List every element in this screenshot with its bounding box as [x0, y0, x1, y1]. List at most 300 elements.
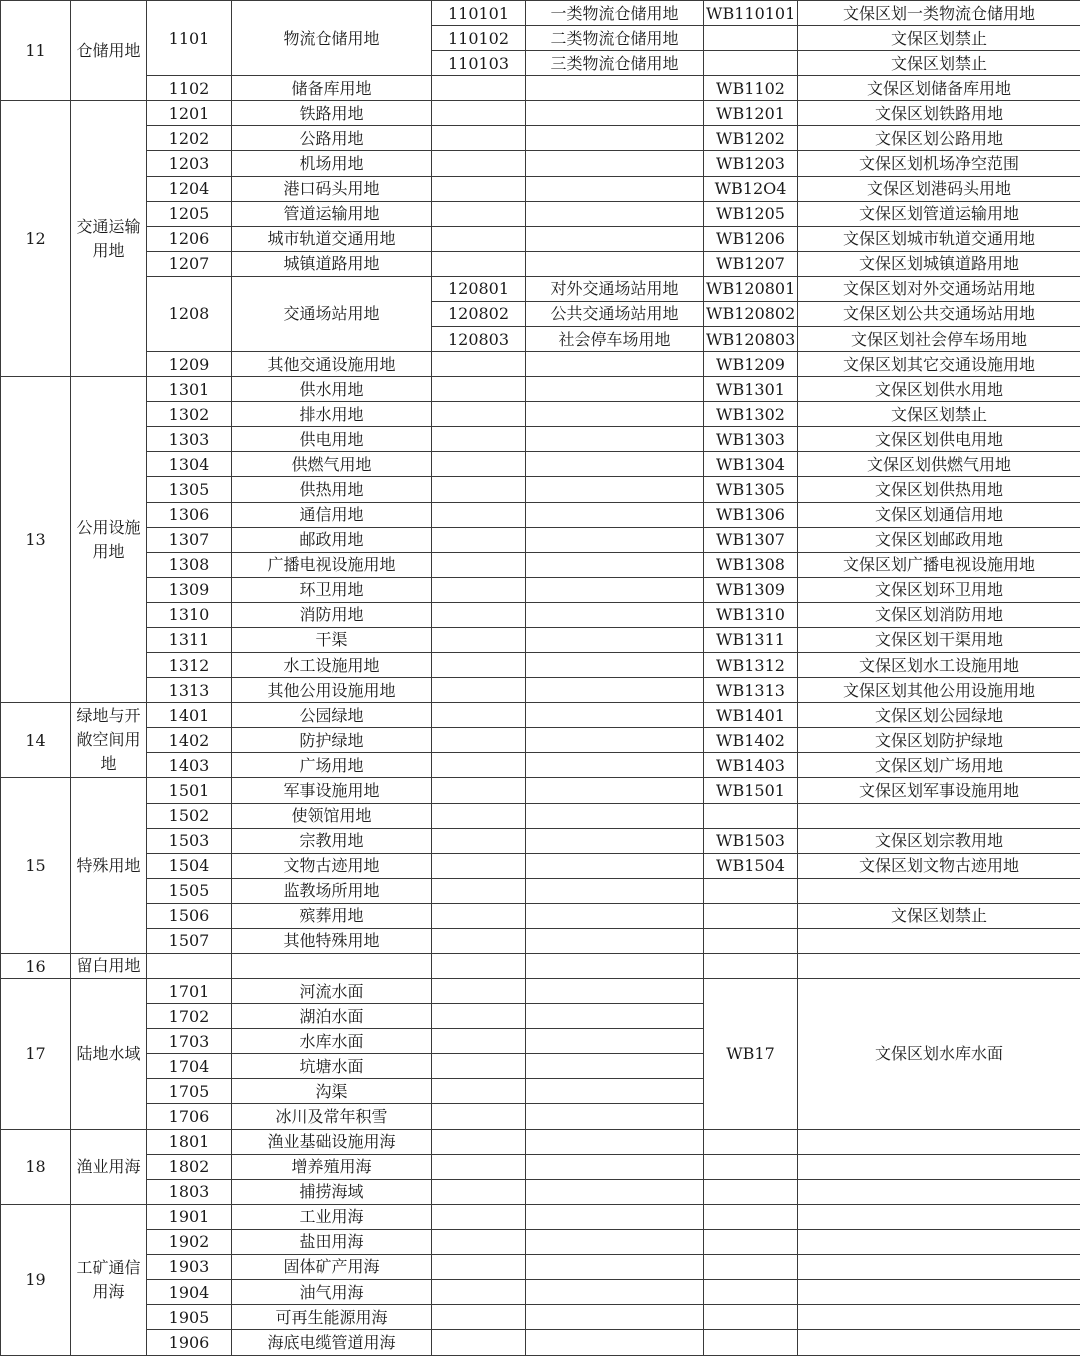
third-level-code: 110103 [432, 51, 526, 76]
wb-code: WB1504 [704, 853, 798, 878]
third-level-code [432, 201, 526, 226]
protection-rule [798, 1254, 1080, 1279]
group-number: 18 [1, 1129, 71, 1204]
third-level-code [432, 352, 526, 377]
third-level-name [526, 778, 704, 803]
third-level-name [526, 1254, 704, 1279]
third-level-code [432, 678, 526, 703]
second-level-code: 1506 [147, 903, 232, 928]
third-level-code: 110101 [432, 1, 526, 26]
wb-code [704, 878, 798, 903]
table-row [1, 151, 1080, 176]
wb-code: WB1503 [704, 828, 798, 853]
third-level-name [526, 753, 704, 778]
third-level-code [432, 126, 526, 151]
group-name: 陆地水域 [71, 979, 147, 1129]
group-number: 12 [1, 101, 71, 377]
group-number: 16 [1, 953, 71, 978]
third-level-code [432, 151, 526, 176]
third-level-name [526, 903, 704, 928]
third-level-name [526, 627, 704, 652]
table-row [1, 352, 1080, 377]
second-level-name: 铁路用地 [232, 101, 432, 126]
third-level-name [526, 1179, 704, 1204]
second-level-name: 通信用地 [232, 502, 432, 527]
table-row [1, 678, 1080, 703]
table-row [1, 76, 1080, 101]
third-level-name [526, 878, 704, 903]
wb-code [704, 1305, 798, 1330]
second-level-name: 固体矿产用海 [232, 1254, 432, 1279]
second-level-name: 海底电缆管道用海 [232, 1330, 432, 1356]
second-level-code: 1201 [147, 101, 232, 126]
second-level-name: 增养殖用海 [232, 1154, 432, 1179]
table-row [1, 452, 1080, 477]
protection-rule: 文保区划邮政用地 [798, 527, 1080, 552]
second-level-code: 1205 [147, 201, 232, 226]
third-level-name: 对外交通场站用地 [526, 276, 704, 301]
wb-code [704, 903, 798, 928]
protection-rule: 文保区划供电用地 [798, 427, 1080, 452]
table-row [1, 627, 1080, 652]
table-row [1, 828, 1080, 853]
second-level-name: 供水用地 [232, 377, 432, 402]
second-level-name: 可再生能源用海 [232, 1305, 432, 1330]
third-level-code [432, 778, 526, 803]
second-level-code: 1504 [147, 853, 232, 878]
second-level-code: 1305 [147, 477, 232, 502]
third-level-name [526, 1079, 704, 1104]
protection-rule: 文保区划军事设施用地 [798, 778, 1080, 803]
second-level-name: 城镇道路用地 [232, 251, 432, 276]
second-level-name: 河流水面 [232, 979, 432, 1004]
table-row [1, 101, 1080, 126]
third-level-code [432, 1029, 526, 1054]
protection-rule [798, 803, 1080, 828]
protection-rule: 文保区划公园绿地 [798, 703, 1080, 728]
second-level-name: 广播电视设施用地 [232, 552, 432, 577]
third-level-name [526, 703, 704, 728]
table-row [1, 1, 1080, 26]
second-level-name: 储备库用地 [232, 76, 432, 101]
protection-rule: 文保区划港码头用地 [798, 176, 1080, 201]
third-level-code [432, 101, 526, 126]
group-number: 15 [1, 778, 71, 954]
second-level-code: 1312 [147, 653, 232, 678]
wb-code [704, 803, 798, 828]
second-level-code: 1906 [147, 1330, 232, 1356]
protection-rule: 文保区划对外交通场站用地 [798, 276, 1080, 301]
protection-rule: 文保区划防护绿地 [798, 728, 1080, 753]
third-level-code [432, 527, 526, 552]
wb-code: WB120803 [704, 327, 798, 352]
wb-code: WB120801 [704, 276, 798, 301]
group-name: 交通运输用地 [71, 101, 147, 377]
second-level-code: 1402 [147, 728, 232, 753]
protection-rule: 文保区划城市轨道交通用地 [798, 226, 1080, 251]
second-level-code: 1209 [147, 352, 232, 377]
third-level-name [526, 979, 704, 1004]
table-row [1, 1179, 1080, 1204]
wb-code: WB1102 [704, 76, 798, 101]
second-level-name: 公路用地 [232, 126, 432, 151]
group-name: 仓储用地 [71, 1, 147, 101]
third-level-code [432, 728, 526, 753]
third-level-name: 公共交通场站用地 [526, 301, 704, 326]
table-row [1, 853, 1080, 878]
third-level-name [526, 477, 704, 502]
wb-code [704, 26, 798, 51]
third-level-code [432, 1179, 526, 1204]
empty-cell [232, 953, 432, 978]
second-level-name: 其他交通设施用地 [232, 352, 432, 377]
second-level-code: 1204 [147, 176, 232, 201]
second-level-code: 1403 [147, 753, 232, 778]
table-row [1, 527, 1080, 552]
third-level-code [432, 1254, 526, 1279]
wb-code: WB1304 [704, 452, 798, 477]
protection-rule: 文保区划广播电视设施用地 [798, 552, 1080, 577]
third-level-code [432, 1129, 526, 1154]
second-level-name: 坑塘水面 [232, 1054, 432, 1079]
second-level-code: 1703 [147, 1029, 232, 1054]
second-level-name: 港口码头用地 [232, 176, 432, 201]
wb-code [704, 1204, 798, 1229]
second-level-name: 排水用地 [232, 402, 432, 427]
table-row [1, 703, 1080, 728]
third-level-code [432, 1104, 526, 1129]
table-row [1, 577, 1080, 602]
wb-code: WB1402 [704, 728, 798, 753]
wb-code: WB1206 [704, 226, 798, 251]
second-level-code: 1207 [147, 251, 232, 276]
second-level-code: 1309 [147, 577, 232, 602]
second-level-name: 邮政用地 [232, 527, 432, 552]
second-level-code: 1311 [147, 627, 232, 652]
third-level-code [432, 803, 526, 828]
wb-code: WB1201 [704, 101, 798, 126]
wb-code: WB1312 [704, 653, 798, 678]
second-level-name: 广场用地 [232, 753, 432, 778]
second-level-name: 工业用海 [232, 1204, 432, 1229]
table-row [1, 1154, 1080, 1179]
second-level-name: 供燃气用地 [232, 452, 432, 477]
protection-rule: 文保区划宗教用地 [798, 828, 1080, 853]
third-level-code [432, 452, 526, 477]
third-level-code [432, 1079, 526, 1104]
third-level-name [526, 1229, 704, 1254]
third-level-name [526, 1330, 704, 1356]
third-level-name [526, 427, 704, 452]
second-level-name: 盐田用海 [232, 1229, 432, 1254]
second-level-name: 使领馆用地 [232, 803, 432, 828]
second-level-name: 湖泊水面 [232, 1004, 432, 1029]
third-level-code: 120801 [432, 276, 526, 301]
protection-rule: 文保区划广场用地 [798, 753, 1080, 778]
third-level-code [432, 703, 526, 728]
table-row [1, 1279, 1080, 1304]
empty-cell [704, 953, 798, 978]
second-level-code: 1203 [147, 151, 232, 176]
table-row [1, 653, 1080, 678]
second-level-name: 捕捞海域 [232, 1179, 432, 1204]
second-level-code: 1208 [147, 276, 232, 351]
third-level-code [432, 226, 526, 251]
second-level-name: 沟渠 [232, 1079, 432, 1104]
group-name: 留白用地 [71, 953, 147, 978]
second-level-code: 1507 [147, 928, 232, 953]
third-level-name [526, 1279, 704, 1304]
second-level-name: 环卫用地 [232, 577, 432, 602]
third-level-code [432, 176, 526, 201]
second-level-code: 1310 [147, 602, 232, 627]
third-level-name [526, 226, 704, 251]
third-level-code [432, 1204, 526, 1229]
third-level-code [432, 979, 526, 1004]
wb-code: WB1306 [704, 502, 798, 527]
table-row [1, 878, 1080, 903]
second-level-code: 1704 [147, 1054, 232, 1079]
protection-rule: 文保区划干渠用地 [798, 627, 1080, 652]
third-level-code [432, 653, 526, 678]
protection-rule [798, 1279, 1080, 1304]
third-level-name: 三类物流仓储用地 [526, 51, 704, 76]
table-row [1, 126, 1080, 151]
wb-code: WB1209 [704, 352, 798, 377]
third-level-name [526, 352, 704, 377]
wb-code: WB1313 [704, 678, 798, 703]
third-level-name [526, 1204, 704, 1229]
second-level-name: 交通场站用地 [232, 276, 432, 351]
third-level-code [432, 76, 526, 101]
third-level-code [432, 903, 526, 928]
third-level-name [526, 928, 704, 953]
wb-code: WB120802 [704, 301, 798, 326]
third-level-name [526, 126, 704, 151]
third-level-code [432, 1330, 526, 1356]
wb-code: WB1310 [704, 602, 798, 627]
group-name: 特殊用地 [71, 778, 147, 954]
wb-code [704, 1229, 798, 1254]
table-row [1, 1204, 1080, 1229]
third-level-name [526, 678, 704, 703]
third-level-code [432, 1229, 526, 1254]
third-level-code [432, 928, 526, 953]
third-level-code [432, 627, 526, 652]
protection-rule: 文保区划供燃气用地 [798, 452, 1080, 477]
table-row [1, 953, 1080, 978]
table-row [1, 728, 1080, 753]
second-level-code: 1202 [147, 126, 232, 151]
wb-code: WB1305 [704, 477, 798, 502]
third-level-name [526, 1004, 704, 1029]
table-row [1, 803, 1080, 828]
second-level-name: 城市轨道交通用地 [232, 226, 432, 251]
empty-cell [147, 953, 232, 978]
second-level-code: 1306 [147, 502, 232, 527]
second-level-code: 1802 [147, 1154, 232, 1179]
second-level-code: 1706 [147, 1104, 232, 1129]
third-level-name [526, 101, 704, 126]
wb-code: WB1301 [704, 377, 798, 402]
third-level-name [526, 602, 704, 627]
table-row [1, 201, 1080, 226]
wb-code: WB17 [704, 979, 798, 1129]
third-level-code [432, 377, 526, 402]
protection-rule: 文保区划供热用地 [798, 477, 1080, 502]
protection-rule: 文保区划环卫用地 [798, 577, 1080, 602]
second-level-name: 油气用海 [232, 1279, 432, 1304]
protection-rule: 文保区划供水用地 [798, 377, 1080, 402]
second-level-name: 管道运输用地 [232, 201, 432, 226]
second-level-name: 机场用地 [232, 151, 432, 176]
table-row [1, 979, 1080, 1004]
wb-code: WB1401 [704, 703, 798, 728]
third-level-code: 110102 [432, 26, 526, 51]
second-level-code: 1206 [147, 226, 232, 251]
second-level-name: 物流仓储用地 [232, 1, 432, 76]
group-number: 13 [1, 377, 71, 703]
group-name: 渔业用海 [71, 1129, 147, 1204]
third-level-code [432, 1004, 526, 1029]
protection-rule: 文保区划铁路用地 [798, 101, 1080, 126]
third-level-code [432, 1305, 526, 1330]
third-level-code [432, 878, 526, 903]
third-level-code [432, 477, 526, 502]
third-level-name [526, 502, 704, 527]
wb-code: WB1403 [704, 753, 798, 778]
third-level-name [526, 527, 704, 552]
wb-code: WB1203 [704, 151, 798, 176]
table-row [1, 477, 1080, 502]
wb-code [704, 1154, 798, 1179]
second-level-code: 1302 [147, 402, 232, 427]
second-level-name: 冰川及常年积雪 [232, 1104, 432, 1129]
third-level-name [526, 151, 704, 176]
third-level-code [432, 1279, 526, 1304]
second-level-name: 监教场所用地 [232, 878, 432, 903]
second-level-code: 1502 [147, 803, 232, 828]
third-level-name [526, 853, 704, 878]
protection-rule [798, 928, 1080, 953]
second-level-name: 供电用地 [232, 427, 432, 452]
third-level-name [526, 577, 704, 602]
table-row [1, 502, 1080, 527]
protection-rule: 文保区划其他公用设施用地 [798, 678, 1080, 703]
table-row [1, 402, 1080, 427]
wb-code: WB1311 [704, 627, 798, 652]
protection-rule: 文保区划城镇道路用地 [798, 251, 1080, 276]
second-level-code: 1505 [147, 878, 232, 903]
third-level-code [432, 552, 526, 577]
table-row [1, 903, 1080, 928]
empty-cell [798, 953, 1080, 978]
protection-rule: 文保区划禁止 [798, 402, 1080, 427]
second-level-code: 1304 [147, 452, 232, 477]
third-level-code [432, 1154, 526, 1179]
third-level-code [432, 753, 526, 778]
wb-code: WB1309 [704, 577, 798, 602]
third-level-name [526, 1305, 704, 1330]
wb-code [704, 1279, 798, 1304]
second-level-name: 水工设施用地 [232, 653, 432, 678]
group-name: 工矿通信用海 [71, 1204, 147, 1355]
second-level-code: 1301 [147, 377, 232, 402]
second-level-code: 1803 [147, 1179, 232, 1204]
protection-rule [798, 1129, 1080, 1154]
second-level-code: 1701 [147, 979, 232, 1004]
third-level-code [432, 502, 526, 527]
third-level-name [526, 452, 704, 477]
empty-cell [526, 953, 704, 978]
protection-rule: 文保区划公共交通场站用地 [798, 301, 1080, 326]
third-level-name [526, 1054, 704, 1079]
third-level-name [526, 828, 704, 853]
group-name: 绿地与开敞空间用地 [71, 703, 147, 778]
protection-rule: 文保区划管道运输用地 [798, 201, 1080, 226]
third-level-code [432, 853, 526, 878]
third-level-name [526, 1029, 704, 1054]
third-level-code [432, 251, 526, 276]
wb-code: WB1501 [704, 778, 798, 803]
protection-rule: 文保区划水工设施用地 [798, 653, 1080, 678]
group-name: 公用设施用地 [71, 377, 147, 703]
second-level-code: 1501 [147, 778, 232, 803]
third-level-name [526, 176, 704, 201]
wb-code: WB1308 [704, 552, 798, 577]
protection-rule [798, 1154, 1080, 1179]
table-row [1, 1229, 1080, 1254]
protection-rule: 文保区划储备库用地 [798, 76, 1080, 101]
third-level-name [526, 1104, 704, 1129]
third-level-code [432, 577, 526, 602]
wb-code [704, 1330, 798, 1356]
wb-code: WB1307 [704, 527, 798, 552]
wb-code [704, 928, 798, 953]
wb-code: WB110101 [704, 1, 798, 26]
second-level-code: 1902 [147, 1229, 232, 1254]
third-level-name [526, 1154, 704, 1179]
third-level-name [526, 377, 704, 402]
third-level-name [526, 653, 704, 678]
protection-rule: 文保区划机场净空范围 [798, 151, 1080, 176]
wb-code: WB1205 [704, 201, 798, 226]
table-row [1, 1129, 1080, 1154]
second-level-code: 1308 [147, 552, 232, 577]
third-level-code [432, 1054, 526, 1079]
second-level-code: 1801 [147, 1129, 232, 1154]
third-level-name [526, 402, 704, 427]
second-level-name: 干渠 [232, 627, 432, 652]
empty-cell [432, 953, 526, 978]
third-level-code [432, 828, 526, 853]
table-row [1, 928, 1080, 953]
wb-code: WB1302 [704, 402, 798, 427]
second-level-name: 文物古迹用地 [232, 853, 432, 878]
wb-code: WB1207 [704, 251, 798, 276]
second-level-name: 宗教用地 [232, 828, 432, 853]
second-level-code: 1904 [147, 1279, 232, 1304]
wb-code: WB1303 [704, 427, 798, 452]
second-level-name: 殡葬用地 [232, 903, 432, 928]
protection-rule: 文保区划社会停车场用地 [798, 327, 1080, 352]
protection-rule: 文保区划其它交通设施用地 [798, 352, 1080, 377]
second-level-code: 1313 [147, 678, 232, 703]
second-level-name: 防护绿地 [232, 728, 432, 753]
third-level-name: 二类物流仓储用地 [526, 26, 704, 51]
group-number: 19 [1, 1204, 71, 1355]
table-row [1, 276, 1080, 301]
